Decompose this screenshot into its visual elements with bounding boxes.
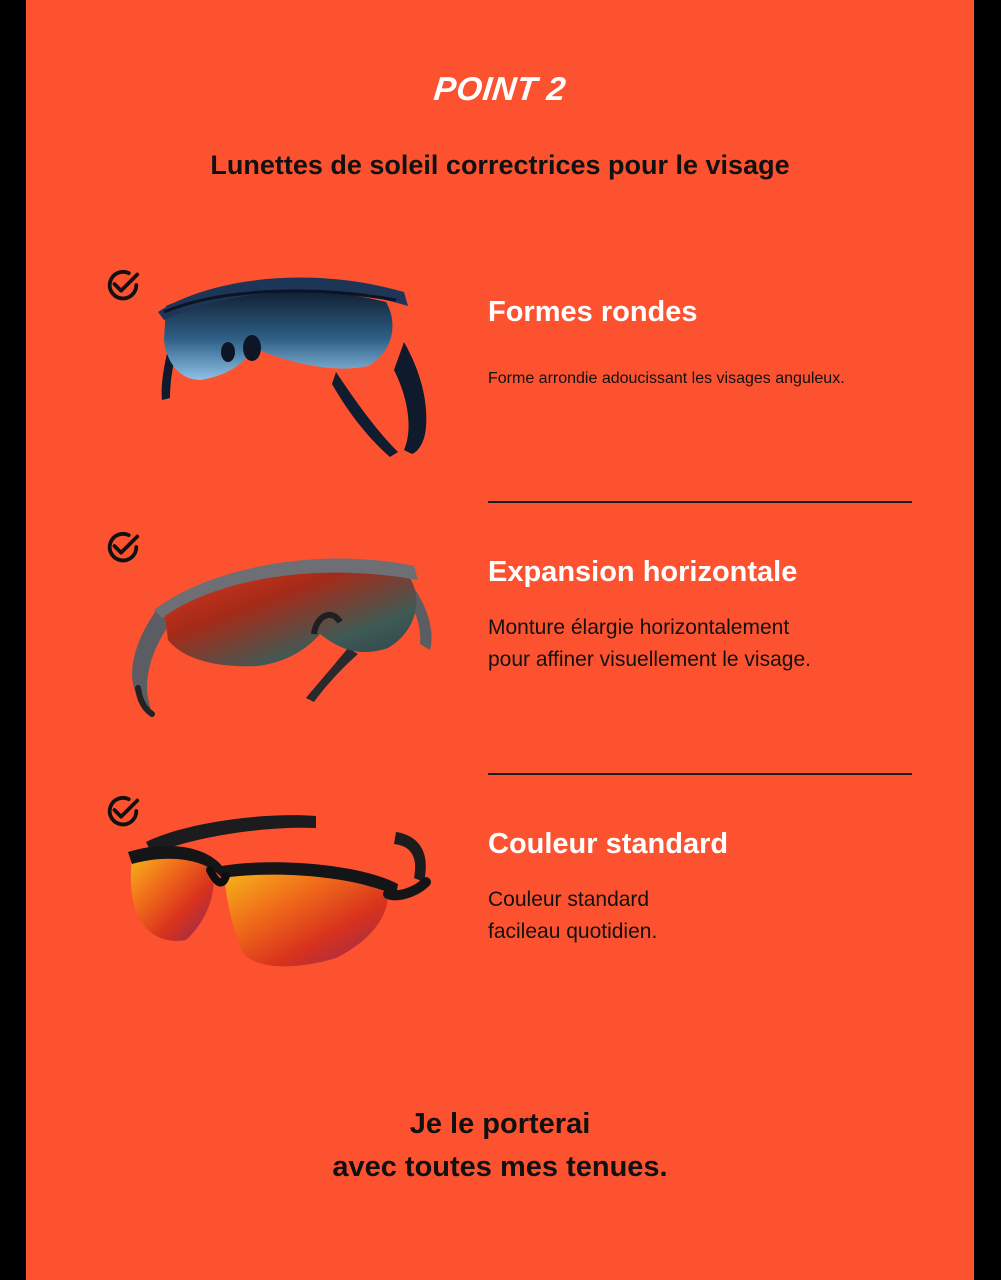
closing-line-1: Je le porterai (409, 1108, 591, 1140)
closing-statement (26, 1103, 974, 1189)
divider (488, 501, 912, 503)
divider (488, 773, 912, 775)
item-title-formes-rondes: Formes rondes (488, 296, 698, 328)
blue-sport-sunglasses-image (136, 262, 436, 462)
point-label: POINT 2 (432, 70, 568, 107)
black-half-frame-sunglasses-image (126, 812, 436, 982)
closing-line-2: avec toutes mes tenues. (332, 1151, 668, 1183)
item-title-couleur-standard: Couleur standard (488, 828, 729, 860)
item-desc-couleur-standard: Couleur standard facileau quotidien. (488, 888, 658, 943)
item-title-expansion-horizontale: Expansion horizontale (488, 556, 798, 588)
content-panel (26, 0, 974, 1280)
item-desc-formes-rondes: Forme arrondie adoucissant les visages anguleux. (488, 370, 845, 387)
grey-shield-sunglasses-image (118, 538, 438, 718)
item-desc-expansion-horizontale: Monture élargie horizontalement pour affiner visuellement le visage. (488, 616, 811, 671)
page-subtitle: Lunettes de soleil correctrices pour le visage (210, 150, 790, 180)
